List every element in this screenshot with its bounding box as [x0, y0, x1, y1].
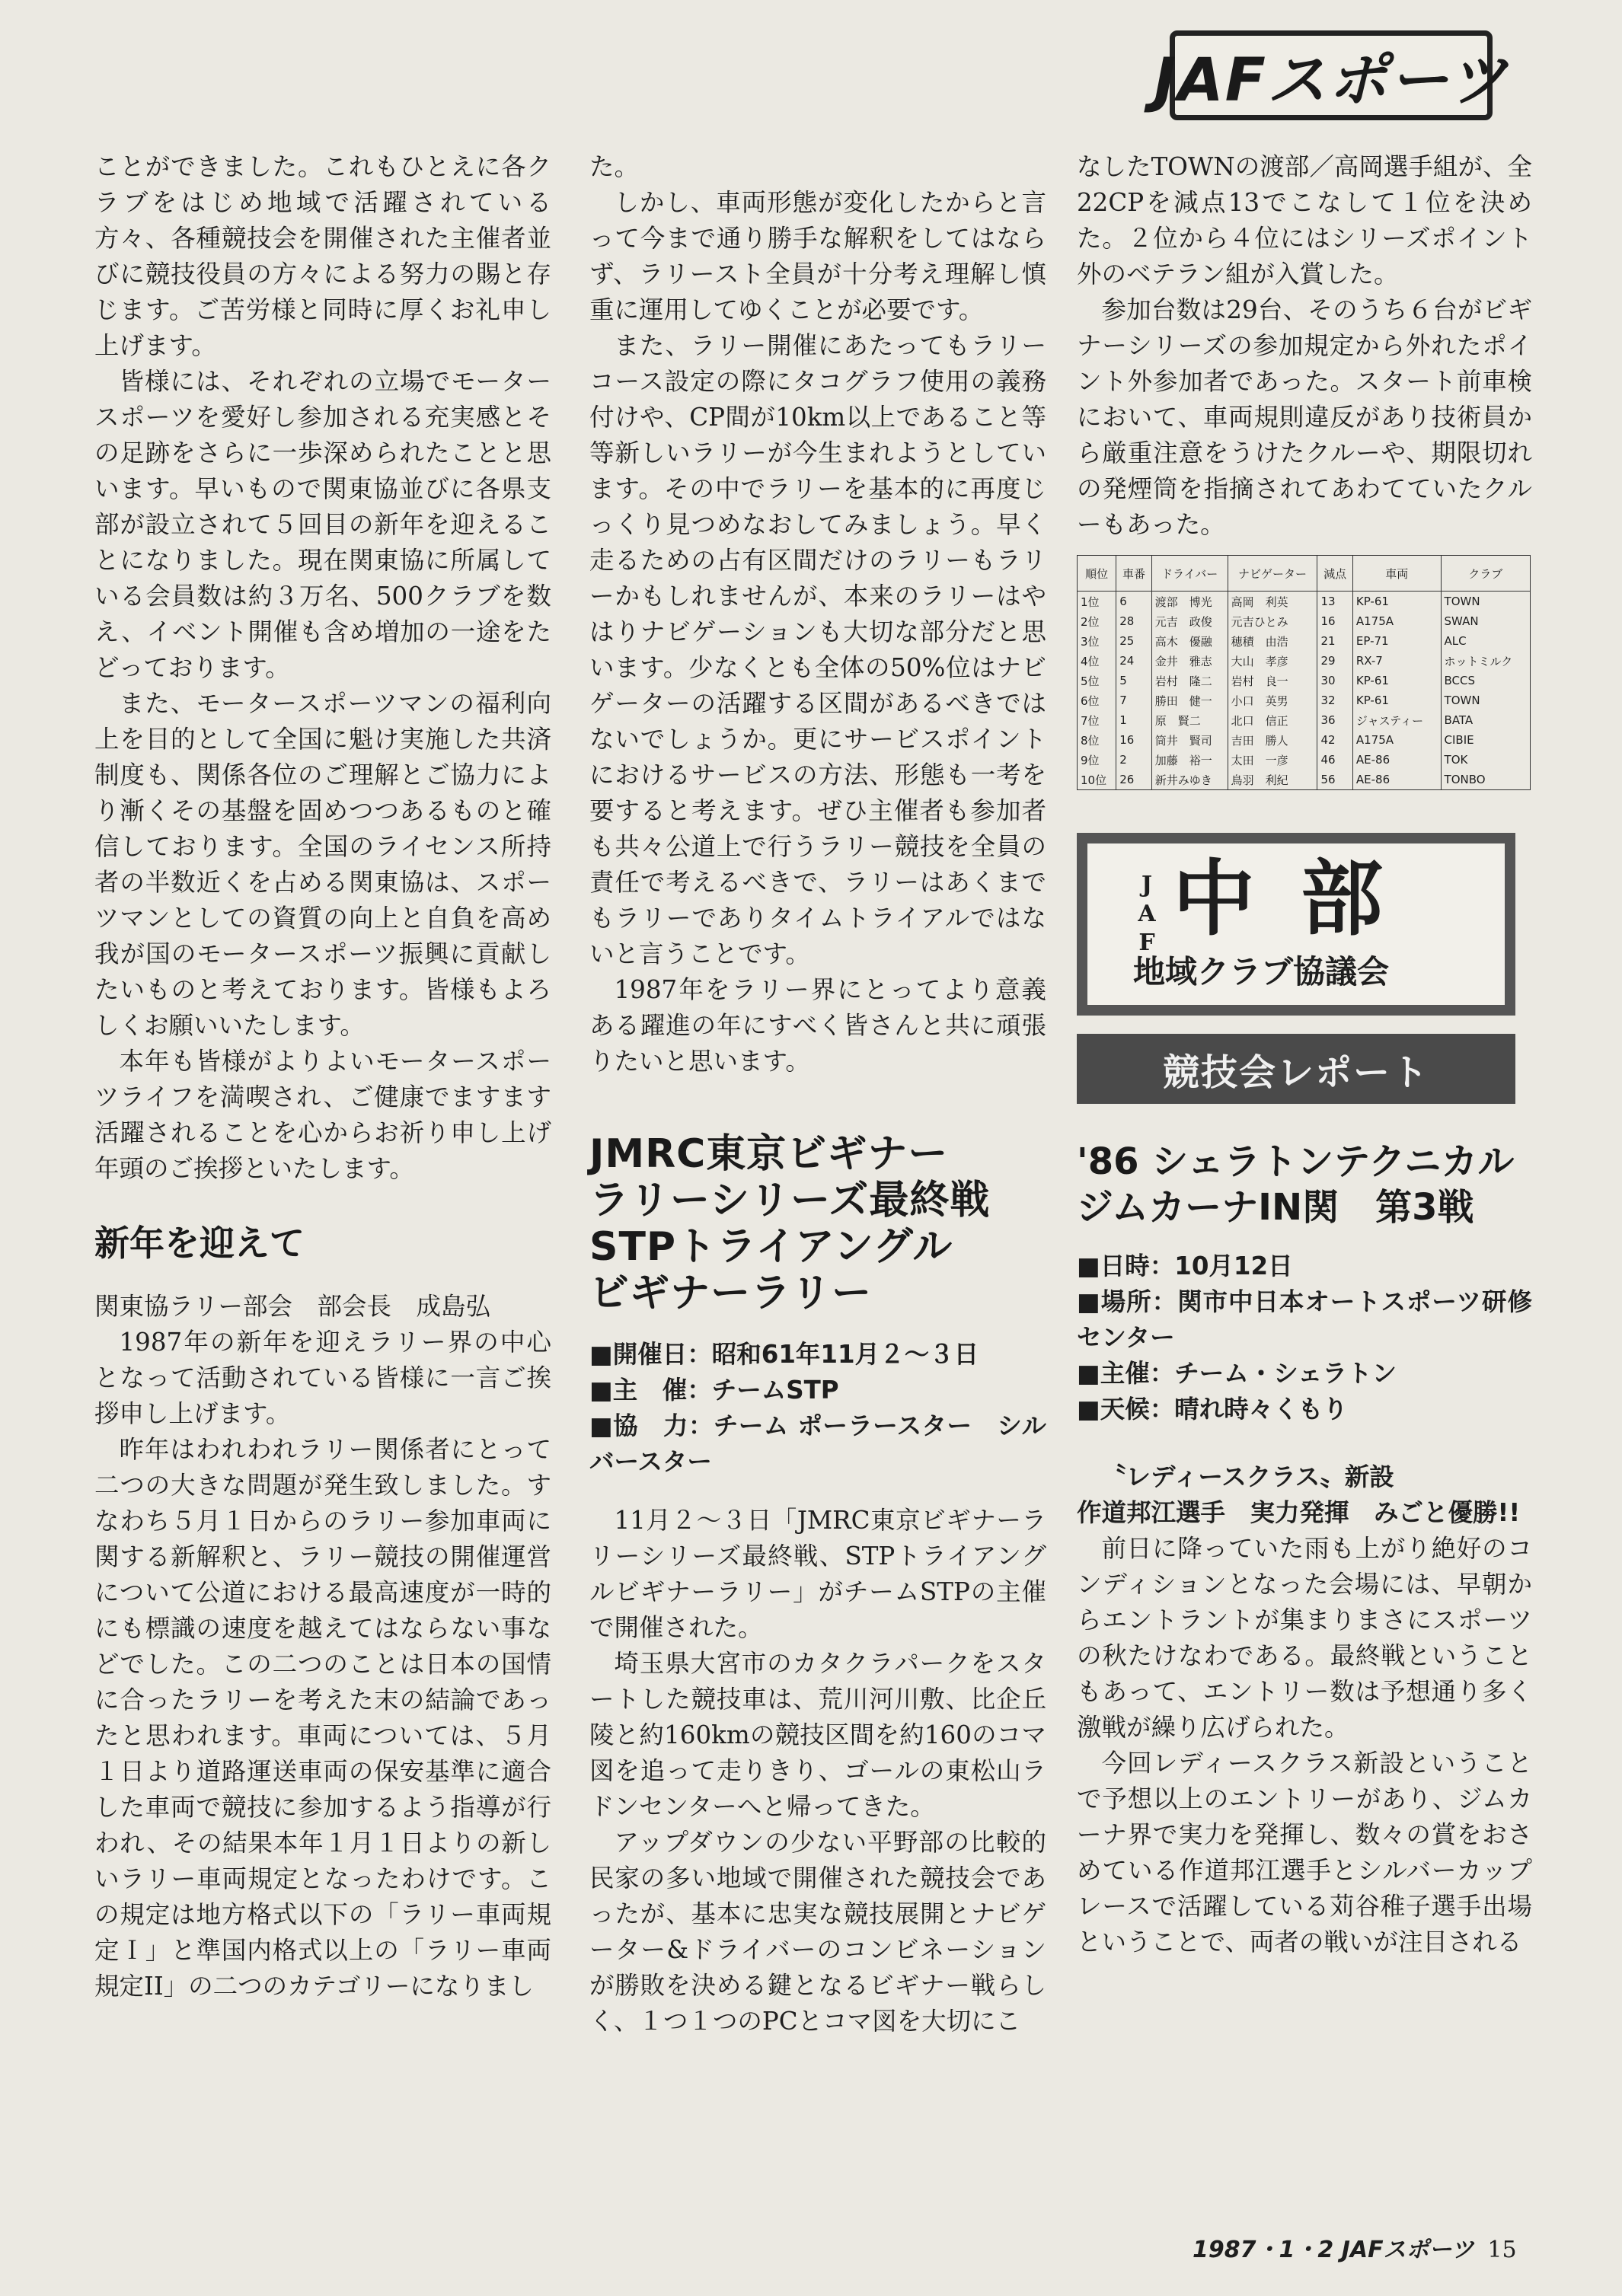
info-line: ■日時：10月12日: [1077, 1252, 1293, 1280]
cell-navigator: 高岡 利英: [1228, 592, 1317, 612]
info-line: ■主催：チーム・シェラトン: [1077, 1359, 1397, 1388]
cell-navigator: 元吉ひとみ: [1228, 611, 1317, 631]
article-title: [589, 1131, 1046, 1317]
table-row: [1078, 770, 1531, 790]
cell-driver: 筒井 賢司: [1151, 730, 1228, 750]
cell-vehicle: AE-86: [1352, 770, 1441, 790]
chubu-region-box: [1077, 833, 1515, 1016]
info-line: ■協 力：チーム ポーラースター シルバースター: [589, 1411, 1046, 1476]
cell-club: TONBO: [1441, 770, 1530, 790]
cell-car-number: 16: [1116, 730, 1151, 750]
issue-label: 1987・1・2 JAFスポーツ: [1193, 2237, 1474, 2263]
cell-car-number: 5: [1116, 671, 1151, 690]
cell-club: ホットミルク: [1441, 651, 1530, 671]
table-row: [1078, 592, 1531, 612]
paragraph: また、モータースポーツマンの福利向上を目的として全国に魁け実施した共済制度も、関係各位のご理解とご協力により漸くその基盤を固めつつあるものと確信しております。全国のライセンス所持者の半数近くを占める関東協は、スポーツマンとしての資質の向上と自負を高め我が国のモータースポーツ振興に貢献したいものと考えております。皆様もよろしくお願いいたします。: [94, 689, 551, 1040]
cell-club: TOWN: [1441, 592, 1530, 612]
cell-rank: 5位: [1078, 671, 1116, 690]
jaf-letter: F: [1138, 930, 1155, 956]
article-title-line: ラリーシリーズ最終戦: [589, 1178, 991, 1223]
jaf-sports-logo: [1154, 30, 1509, 120]
cell-car-number: 26: [1116, 770, 1151, 790]
section-title: 新年を迎えて: [94, 1223, 305, 1264]
paragraph: 今回レディースクラス新設ということで予想以上のエントリーがあり、ジムカーナ界で実力を発揮し、数々の賞をおさめている作道邦江選手とシルバーカップレースで活躍している苅谷稚子選手出場ということで、両者の戦いが注目される: [1077, 1749, 1532, 1956]
cell-navigator: 北口 信正: [1228, 710, 1317, 730]
cell-vehicle: A175A: [1352, 611, 1441, 631]
cell-navigator: 鳥羽 利紀: [1228, 770, 1317, 790]
paragraph: アップダウンの少ない平野部の比較的民家の多い地域で開催された競技会であったが、基本に忠実な競技展開とナビゲーター&ドライバーのコンビネーションが勝敗を決める鍵となるビギナー戦らしく、１つ１つのPCとコマ図を大切にこ: [589, 1828, 1046, 2036]
cell-rank: 9位: [1078, 750, 1116, 770]
cell-vehicle: EP-71: [1352, 631, 1441, 651]
sub-head: 〝レディースクラス〟新設: [1101, 1462, 1394, 1491]
cell-club: CIBIE: [1441, 730, 1530, 750]
cell-navigator: 穂積 由浩: [1228, 631, 1317, 651]
cell-car-number: 24: [1116, 651, 1151, 671]
cell-car-number: 25: [1116, 631, 1151, 651]
article-title-line: ジムカーナIN関 第3戦: [1077, 1186, 1474, 1229]
cell-rank: 2位: [1078, 611, 1116, 631]
cell-car-number: 28: [1116, 611, 1151, 631]
cell-driver: 原 賢二: [1151, 710, 1228, 730]
info-line: ■場所：関市中日本オートスポーツ研修センター: [1077, 1287, 1532, 1352]
report-banner: [1077, 1034, 1515, 1104]
paragraph: 昨年はわれわれラリー関係者にとって二つの大きな問題が発生致しました。すなわち５月１日からのラリー参加車両に関する新解釈と、ラリー競技の開催運営について公道における最高速度が一時的にも標識の速度を越えてはならない事などでした。この二つのことは日本の国情に合ったラリーを考えた末の結論であったと思われます。車両については、５月１日より道路運送車両の保安基準に適合した車両で競技に参加するよう指導が行われ、その結果本年１月１日よりの新しいラリー車両規定となったわけです。この規定は地方格式以下の「ラリー車両規定Ｉ」と準国内格式以上の「ラリー車両規定II」の二つのカテゴリーになりまし: [94, 1435, 551, 2001]
jaf-letter: A: [1138, 901, 1156, 927]
paragraph: 本年も皆様がよりよいモータースポーツライフを満喫され、ご健康でますます活躍されることを心からお祈り申し上げ年頭のご挨拶といたします。: [94, 1047, 551, 1183]
table-row: [1078, 710, 1531, 730]
cell-driver: 勝田 健一: [1151, 690, 1228, 710]
table-row: [1078, 690, 1531, 710]
header-vehicle: 車両: [1352, 556, 1441, 592]
paragraph: ことができました。これもひとえに各クラブをはじめ地域で活躍されている方々、各種競技会を開催された主催者並びに競技役員の方々による努力の賜と存じます。ご苦労様と同時に厚くお礼申し上げます。: [94, 152, 551, 360]
cell-penalty: 56: [1317, 770, 1352, 790]
cell-vehicle: KP-61: [1352, 671, 1441, 690]
header-rank: 順位: [1078, 556, 1116, 592]
cell-penalty: 32: [1317, 690, 1352, 710]
table-row: [1078, 671, 1531, 690]
cell-car-number: 1: [1116, 710, 1151, 730]
section-author: 関東協ラリー部会 部会長 成島弘: [94, 1292, 491, 1321]
article-title-line: STPトライアングル: [589, 1224, 953, 1270]
article-title-line: '86 シェラトンテクニカル: [1077, 1140, 1515, 1183]
cell-penalty: 13: [1317, 592, 1352, 612]
cell-penalty: 42: [1317, 730, 1352, 750]
cell-navigator: 岩村 良一: [1228, 671, 1317, 690]
header-club: クラブ: [1441, 556, 1530, 592]
header-penalty: 減点: [1317, 556, 1352, 592]
column-1: [94, 149, 551, 2004]
cell-rank: 3位: [1078, 631, 1116, 651]
cell-club: ALC: [1441, 631, 1530, 651]
cell-navigator: 小口 英男: [1228, 690, 1317, 710]
cell-club: TOK: [1441, 750, 1530, 770]
page-number: 15: [1487, 2237, 1517, 2263]
sub-head: 作道邦江選手 実力発揮 みごと優勝!!: [1077, 1498, 1521, 1527]
cell-vehicle: ジャスティー: [1352, 710, 1441, 730]
cell-driver: 新井みゆき: [1151, 770, 1228, 790]
logo-text: JAFスポーツ: [1154, 46, 1509, 115]
paragraph: 参加台数は29台、そのうち６台がビギナーシリーズの参加規定から外れたポイント外参加者であった。スタート前車検において、車両規則違反があり技術員から厳重注意をうけたクルーや、期限切れの発煙筒を指摘されてあわてていたクルーもあった。: [1077, 295, 1532, 539]
article-title: [1077, 1139, 1532, 1230]
table-header-row: [1078, 556, 1531, 592]
cell-driver: 加藤 裕一: [1151, 750, 1228, 770]
cell-driver: 元吉 政俊: [1151, 611, 1228, 631]
table-row: [1078, 651, 1531, 671]
cell-driver: 渡部 博光: [1151, 592, 1228, 612]
header-car-number: 車番: [1116, 556, 1151, 592]
cell-club: BCCS: [1441, 671, 1530, 690]
article-title-line: ビギナーラリー: [589, 1271, 873, 1316]
paragraph: 皆様には、それぞれの立場でモータースポーツを愛好し参加される充実感とその足跡をさらに一歩深められたことと思います。早いもので関東協並びに各県支部が設立されて５回目の新年を迎えることになりました。現在関東協に所属している会員数は約３万名、500クラブを数え、イベント開催も含め増加の一途をたどっております。: [94, 367, 551, 682]
cell-penalty: 36: [1317, 710, 1352, 730]
header-driver: ドライバー: [1151, 556, 1228, 592]
paragraph: 11月２～３日「JMRC東京ビギナーラリーシリーズ最終戦、STPトライアングルビギナーラリー」がチームSTPの主催で開催された。: [589, 1506, 1046, 1642]
jaf-letter: J: [1141, 872, 1153, 898]
cell-vehicle: A175A: [1352, 730, 1441, 750]
cell-car-number: 7: [1116, 690, 1151, 710]
info-line: ■主 催：チームSTP: [589, 1376, 839, 1405]
cell-rank: 4位: [1078, 651, 1116, 671]
paragraph: 前日に降っていた雨も上がり絶好のコンディションとなった会場には、早朝からエントラントが集まりまさにスポーツの秋たけなわである。最終戦ということもあって、エントリー数は予想通り多く激戦が繰り広げられた。: [1077, 1534, 1532, 1742]
article-title-line: JMRC東京ビギナー: [589, 1131, 949, 1177]
table-row: [1078, 750, 1531, 770]
paragraph: た。: [589, 152, 640, 181]
cell-navigator: 大山 孝彦: [1228, 651, 1317, 671]
cell-rank: 7位: [1078, 710, 1116, 730]
cell-rank: 6位: [1078, 690, 1116, 710]
event-info: [1077, 1248, 1532, 1427]
table-body: [1078, 592, 1531, 790]
paragraph: 1987年をラリー界にとってより意義ある躍進の年にすべく皆さんと共に頑張りたいと思います。: [589, 975, 1046, 1076]
cell-car-number: 2: [1116, 750, 1151, 770]
chubu-subtitle: 地域クラブ協議会: [1133, 953, 1390, 990]
column-2: [589, 149, 1046, 2039]
info-line: ■開催日：昭和61年11月２～３日: [589, 1340, 979, 1369]
chubu-title: 中部: [1173, 852, 1429, 947]
jaf-vertical-letters: [1132, 871, 1162, 958]
cell-rank: 1位: [1078, 592, 1116, 612]
table-row: [1078, 611, 1531, 631]
cell-club: TOWN: [1441, 690, 1530, 710]
cell-rank: 10位: [1078, 770, 1116, 790]
paragraph: 1987年の新年を迎えラリー界の中心となって活動されている皆様に一言ご挨拶申し上げます。: [94, 1328, 551, 1428]
paragraph: 埼玉県大宮市のカタクラパークをスタートした競技車は、荒川河川敷、比企丘陵と約160kmの競技区間を約160のコマ図を追って走りきり、ゴールの東松山ラドンセンターへと帰ってきた。: [589, 1649, 1046, 1821]
cell-penalty: 46: [1317, 750, 1352, 770]
cell-driver: 金井 雅志: [1151, 651, 1228, 671]
event-info: [589, 1337, 1046, 1480]
cell-penalty: 30: [1317, 671, 1352, 690]
cell-vehicle: AE-86: [1352, 750, 1441, 770]
column-3: [1077, 149, 1532, 1960]
cell-rank: 8位: [1078, 730, 1116, 750]
report-banner-label: 競技会レポート: [1162, 1051, 1429, 1094]
cell-driver: 高木 優融: [1151, 631, 1228, 651]
cell-club: BATA: [1441, 710, 1530, 730]
cell-navigator: 吉田 勝人: [1228, 730, 1317, 750]
cell-vehicle: RX-7: [1352, 651, 1441, 671]
cell-club: SWAN: [1441, 611, 1530, 631]
info-line: ■天候：晴れ時々くもり: [1077, 1395, 1348, 1424]
header-navigator: ナビゲーター: [1228, 556, 1317, 592]
paragraph: また、ラリー開催にあたってもラリーコース設定の際にタコグラフ使用の義務付けや、CP間が10km以上であること等等新しいラリーが今生まれようとしています。その中でラリーを基本的に再度じっくり見つめなおしてみましょう。早く走るための占有区間だけのラリーもラリーかもしれませんが、本来のラリーはやはりナビゲーションも大切な部分だと思います。少なくとも全体の50%位はナビゲーターの活躍する区間があるべきではないでしょうか。更にサービスポイントにおけるサービスの方法、形態も一考を要すると考えます。ぜひ主催者も参加者も共々公道上で行うラリー競技を全員の責任で考えるべきで、ラリーはあくまでもラリーでありタイムトライアルではないと言うことです。: [589, 331, 1046, 968]
results-table: [1077, 555, 1531, 790]
cell-vehicle: KP-61: [1352, 592, 1441, 612]
cell-penalty: 29: [1317, 651, 1352, 671]
paragraph: なしたTOWNの渡部／高岡選手組が、全22CPを減点13でこなして１位を決めた。２位から４位にはシリーズポイント外のベテラン組が入賞した。: [1077, 152, 1532, 289]
cell-car-number: 6: [1116, 592, 1151, 612]
cell-vehicle: KP-61: [1352, 690, 1441, 710]
cell-penalty: 21: [1317, 631, 1352, 651]
cell-navigator: 太田 一彦: [1228, 750, 1317, 770]
cell-driver: 岩村 隆二: [1151, 671, 1228, 690]
table-row: [1078, 730, 1531, 750]
table-row: [1078, 631, 1531, 651]
page-footer: [1193, 2231, 1517, 2264]
paragraph: しかし、車両形態が変化したからと言って今まで通り勝手な解釈をしてはならず、ラリースト全員が十分考え理解し慎重に運用してゆくことが必要です。: [589, 188, 1046, 324]
cell-penalty: 16: [1317, 611, 1352, 631]
